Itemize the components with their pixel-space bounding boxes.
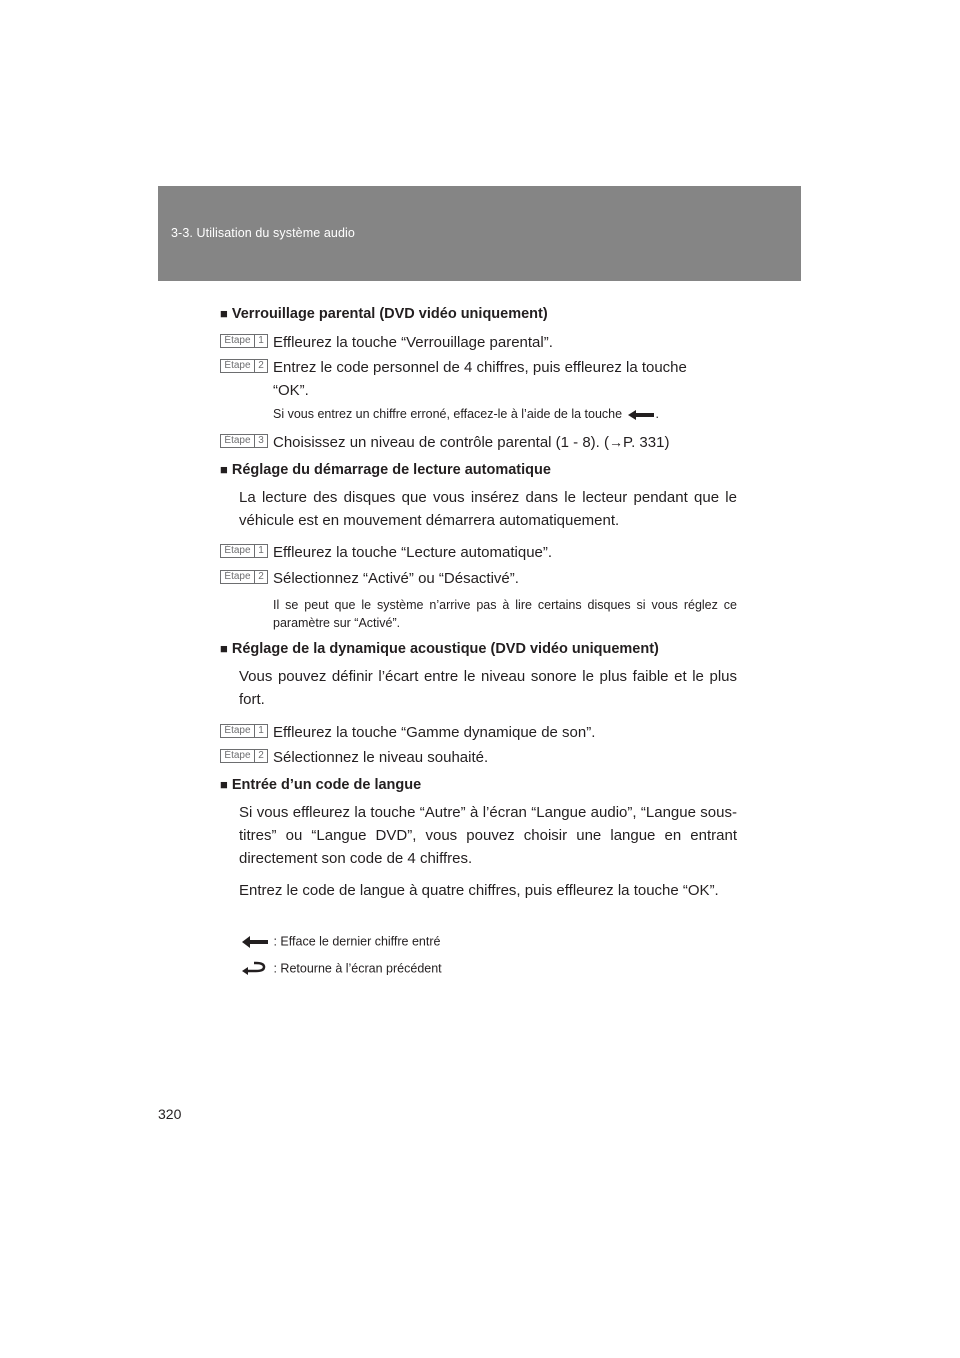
step-badge bbox=[220, 359, 268, 373]
heading-text: Réglage du démarrage de lecture automatique bbox=[231, 462, 551, 478]
step-number: 2 bbox=[254, 360, 267, 372]
heading-autoplay bbox=[220, 462, 551, 478]
step-number: 2 bbox=[254, 750, 267, 762]
step-label: Étape bbox=[221, 360, 254, 372]
note: Il se peut que le système n’arrive pas à lire certains disques si vous réglez ce paramètre sur “Activé”. bbox=[273, 598, 737, 630]
paragraph: Si vous effleurez la touche “Autre” à l’écran “Langue audio”, “Langue sous-titres” ou “Langue DVD”, vous pouvez choisir une langue en entrant directement son code de 4 chiffres. bbox=[239, 804, 737, 867]
step-row bbox=[220, 746, 737, 768]
square-bullet-icon: ■ bbox=[220, 306, 228, 321]
square-bullet-icon: ■ bbox=[220, 777, 228, 792]
step-label: Étape bbox=[221, 435, 254, 447]
legend-row bbox=[240, 934, 440, 954]
step-badge bbox=[220, 544, 268, 558]
heading-text: Réglage de la dynamique acoustique (DVD vidéo uniquement) bbox=[231, 641, 659, 657]
square-bullet-icon: ■ bbox=[220, 641, 228, 656]
step-badge bbox=[220, 570, 268, 584]
step-text-line: “OK”. bbox=[273, 382, 309, 399]
step-number: 1 bbox=[254, 545, 267, 557]
step-row bbox=[220, 541, 737, 563]
square-bullet-icon: ■ bbox=[220, 462, 228, 477]
step-row bbox=[220, 331, 737, 353]
page-number: 320 bbox=[158, 1106, 182, 1122]
step-label: Étape bbox=[221, 571, 254, 583]
heading-language bbox=[220, 777, 421, 793]
note-text: . bbox=[655, 407, 660, 421]
header-band bbox=[158, 186, 801, 281]
step-text bbox=[273, 356, 737, 402]
step-label: Étape bbox=[221, 750, 254, 762]
paragraph: Vous pouvez définir l’écart entre le niveau sonore le plus faible et le plus fort. bbox=[239, 668, 737, 708]
step-number: 3 bbox=[254, 435, 267, 447]
step-row bbox=[220, 567, 737, 589]
backspace-icon bbox=[626, 409, 656, 421]
step-label: Étape bbox=[221, 335, 254, 347]
step-badge bbox=[220, 334, 268, 348]
arrow-icon: → bbox=[609, 434, 624, 450]
legend-row bbox=[240, 961, 442, 981]
heading-dynamics bbox=[220, 641, 659, 657]
step-number: 1 bbox=[254, 725, 267, 737]
step-label: Étape bbox=[221, 725, 254, 737]
step-text bbox=[273, 431, 737, 454]
step-text: Effleurez la touche “Gamme dynamique de son”. bbox=[273, 724, 596, 741]
step-row bbox=[220, 431, 737, 453]
paragraph: Entrez le code de langue à quatre chiffres, puis effleurez la touche “OK”. bbox=[239, 882, 719, 899]
heading-text: Entrée d’un code de langue bbox=[231, 777, 422, 793]
step-text: Sélectionnez “Activé” ou “Désactivé”. bbox=[273, 570, 519, 587]
legend-text: : Retourne à l’écran précédent bbox=[273, 961, 442, 976]
step-badge bbox=[220, 749, 268, 763]
legend-text: : Efface le dernier chiffre entré bbox=[273, 934, 441, 949]
backspace-icon bbox=[240, 934, 270, 950]
step-text: Effleurez la touche “Lecture automatique”. bbox=[273, 544, 553, 561]
step-badge bbox=[220, 724, 268, 738]
step-badge bbox=[220, 434, 268, 448]
heading-text: Verrouillage parental (DVD vidéo uniquement) bbox=[231, 306, 548, 322]
step-number: 2 bbox=[254, 571, 267, 583]
step-number: 1 bbox=[254, 335, 267, 347]
section-title: 3-3. Utilisation du système audio bbox=[171, 226, 355, 240]
note bbox=[273, 405, 737, 423]
step-text: Effleurez la touche “Verrouillage parental”. bbox=[273, 334, 553, 351]
step-row bbox=[220, 721, 737, 743]
note-text: Si vous entrez un chiffre erroné, effacez-le à l’aide de la touche bbox=[273, 407, 623, 421]
step-text-line: Entrez le code personnel de 4 chiffres, puis effleurez la touche bbox=[273, 359, 687, 376]
page-reference[interactable]: P. 331) bbox=[623, 434, 670, 451]
step-row bbox=[220, 356, 737, 402]
step-label: Étape bbox=[221, 545, 254, 557]
paragraph: La lecture des disques que vous insérez dans le lecteur pendant que le véhicule est en mouvement démarrera automatiquement. bbox=[239, 489, 737, 529]
heading-parental bbox=[220, 306, 548, 322]
step-text-main: Choisissez un niveau de contrôle parental (1 - 8). ( bbox=[273, 434, 610, 451]
return-icon bbox=[240, 961, 270, 977]
step-text: Sélectionnez le niveau souhaité. bbox=[273, 749, 489, 766]
